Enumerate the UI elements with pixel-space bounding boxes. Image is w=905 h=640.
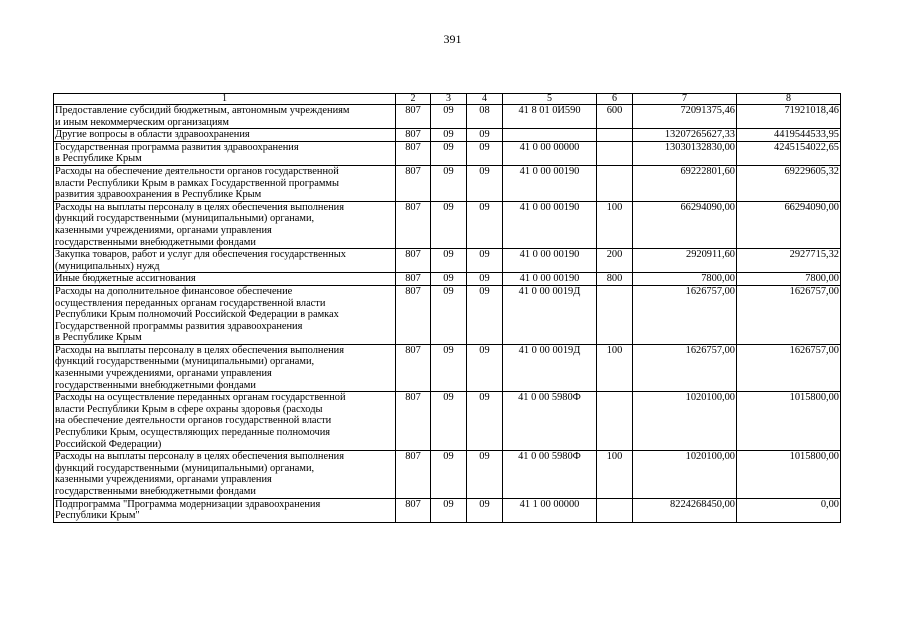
- row-subsection-cell: 09: [467, 273, 503, 286]
- row-expense-type-cell: 200: [597, 249, 633, 273]
- row-subsection-cell: 09: [467, 129, 503, 142]
- row-section-cell: 09: [431, 273, 467, 286]
- row-section-cell: 09: [431, 141, 467, 165]
- row-section-cell: 09: [431, 392, 467, 451]
- row-subsection-cell: 09: [467, 392, 503, 451]
- row-target-code-cell: 41 0 00 5980Ф: [503, 451, 597, 498]
- row-section-cell: 09: [431, 498, 467, 522]
- row-target-code-cell: 41 0 00 00190: [503, 165, 597, 201]
- table-row: [54, 344, 841, 391]
- row-target-code-cell: [503, 129, 597, 142]
- row-code-cell: 807: [396, 141, 431, 165]
- budget-table: [53, 93, 841, 523]
- row-amount-1-cell: 8224268450,00: [633, 498, 737, 522]
- row-name-cell: Предоставление субсидий бюджетным, автономным учреждениям и иным некоммерческим организациям: [54, 105, 396, 129]
- row-amount-1-cell: 13030132830,00: [633, 141, 737, 165]
- row-amount-1-cell: 66294090,00: [633, 201, 737, 248]
- row-amount-1-cell: 72091375,46: [633, 105, 737, 129]
- row-subsection-cell: 09: [467, 344, 503, 391]
- row-amount-2-cell: 4419544533,95: [737, 129, 841, 142]
- table-row: [54, 285, 841, 344]
- row-amount-2-cell: 1015800,00: [737, 451, 841, 498]
- row-target-code-cell: 41 0 00 0019Д: [503, 344, 597, 391]
- row-expense-type-cell: [597, 498, 633, 522]
- table-row: [54, 249, 841, 273]
- header-cell: 1: [54, 94, 396, 105]
- row-section-cell: 09: [431, 201, 467, 248]
- row-section-cell: 09: [431, 285, 467, 344]
- row-name-cell: Расходы на выплаты персоналу в целях обеспечения выполнения функций государственными (муниципальными) органами, казенными учреждениями, органами управления государственными внебюджетными фондами: [54, 344, 396, 391]
- row-amount-1-cell: 13207265627,33: [633, 129, 737, 142]
- row-code-cell: 807: [396, 392, 431, 451]
- row-target-code-cell: 41 8 01 0И590: [503, 105, 597, 129]
- row-expense-type-cell: 100: [597, 451, 633, 498]
- row-amount-1-cell: 7800,00: [633, 273, 737, 286]
- row-amount-2-cell: 66294090,00: [737, 201, 841, 248]
- row-expense-type-cell: 100: [597, 344, 633, 391]
- row-name-cell: Расходы на дополнительное финансовое обеспечение осуществления переданных органам государственной власти Республики Крым полномочий Российской Федерации в рамках Государственной программы развития здравоохранения в Республике Крым: [54, 285, 396, 344]
- row-expense-type-cell: 100: [597, 201, 633, 248]
- row-target-code-cell: 41 1 00 00000: [503, 498, 597, 522]
- row-name-cell: Расходы на выплаты персоналу в целях обеспечения выполнения функций государственными (муниципальными) органами, казенными учреждениями, органами управления государственными внебюджетными фондами: [54, 451, 396, 498]
- row-expense-type-cell: [597, 129, 633, 142]
- table-body: [54, 105, 841, 523]
- table-row: [54, 273, 841, 286]
- row-name-cell: Расходы на выплаты персоналу в целях обеспечения выполнения функций государственными (муниципальными) органами, казенными учреждениями, органами управления государственными внебюджетными фондами: [54, 201, 396, 248]
- row-amount-2-cell: 69229605,32: [737, 165, 841, 201]
- page-number: 391: [443, 32, 462, 46]
- row-amount-1-cell: 1626757,00: [633, 285, 737, 344]
- row-section-cell: 09: [431, 344, 467, 391]
- row-expense-type-cell: 600: [597, 105, 633, 129]
- row-code-cell: 807: [396, 129, 431, 142]
- table-row: [54, 105, 841, 129]
- row-amount-2-cell: 1015800,00: [737, 392, 841, 451]
- row-amount-1-cell: 1626757,00: [633, 344, 737, 391]
- row-expense-type-cell: [597, 285, 633, 344]
- row-code-cell: 807: [396, 165, 431, 201]
- table-row: [54, 141, 841, 165]
- row-code-cell: 807: [396, 249, 431, 273]
- row-subsection-cell: 09: [467, 201, 503, 248]
- row-section-cell: 09: [431, 129, 467, 142]
- header-cell: 5: [503, 94, 597, 105]
- header-cell: 6: [597, 94, 633, 105]
- header-cell: 2: [396, 94, 431, 105]
- row-section-cell: 09: [431, 165, 467, 201]
- row-amount-2-cell: 1626757,00: [737, 344, 841, 391]
- row-amount-1-cell: 1020100,00: [633, 392, 737, 451]
- row-code-cell: 807: [396, 451, 431, 498]
- row-target-code-cell: 41 0 00 00000: [503, 141, 597, 165]
- row-code-cell: 807: [396, 498, 431, 522]
- row-expense-type-cell: [597, 392, 633, 451]
- header-cell: 3: [431, 94, 467, 105]
- row-target-code-cell: 41 0 00 00190: [503, 249, 597, 273]
- row-amount-2-cell: 1626757,00: [737, 285, 841, 344]
- row-section-cell: 09: [431, 249, 467, 273]
- header-cell: 7: [633, 94, 737, 105]
- row-amount-1-cell: 1020100,00: [633, 451, 737, 498]
- row-amount-1-cell: 69222801,60: [633, 165, 737, 201]
- row-amount-2-cell: 0,00: [737, 498, 841, 522]
- table-row: [54, 165, 841, 201]
- row-subsection-cell: 09: [467, 141, 503, 165]
- row-subsection-cell: 09: [467, 165, 503, 201]
- row-code-cell: 807: [396, 344, 431, 391]
- header-cell: 4: [467, 94, 503, 105]
- row-name-cell: Расходы на осуществление переданных органам государственной власти Республики Крым в сфере охраны здоровья (расходы на обеспечение деятельности органов государственной власти Республики Крым, осуществляющих переданные полномочия Российской Федерации): [54, 392, 396, 451]
- table-row: [54, 201, 841, 248]
- row-expense-type-cell: 800: [597, 273, 633, 286]
- row-subsection-cell: 09: [467, 498, 503, 522]
- row-code-cell: 807: [396, 273, 431, 286]
- table-header-row: [54, 94, 841, 105]
- table-row: [54, 129, 841, 142]
- row-amount-2-cell: 4245154022,65: [737, 141, 841, 165]
- row-amount-2-cell: 71921018,46: [737, 105, 841, 129]
- table-row: [54, 451, 841, 498]
- row-expense-type-cell: [597, 165, 633, 201]
- row-target-code-cell: 41 0 00 0019Д: [503, 285, 597, 344]
- row-subsection-cell: 08: [467, 105, 503, 129]
- table-row: [54, 498, 841, 522]
- row-section-cell: 09: [431, 451, 467, 498]
- header-cell: 8: [737, 94, 841, 105]
- row-subsection-cell: 09: [467, 451, 503, 498]
- row-target-code-cell: 41 0 00 00190: [503, 273, 597, 286]
- row-expense-type-cell: [597, 141, 633, 165]
- row-code-cell: 807: [396, 285, 431, 344]
- row-name-cell: Иные бюджетные ассигнования: [54, 273, 396, 286]
- row-name-cell: Закупка товаров, работ и услуг для обеспечения государственных (муниципальных) нужд: [54, 249, 396, 273]
- row-subsection-cell: 09: [467, 285, 503, 344]
- row-code-cell: 807: [396, 201, 431, 248]
- table-row: [54, 392, 841, 451]
- row-amount-1-cell: 2920911,60: [633, 249, 737, 273]
- row-name-cell: Другие вопросы в области здравоохранения: [54, 129, 396, 142]
- row-name-cell: Подпрограмма "Программа модернизации здравоохранения Республики Крым": [54, 498, 396, 522]
- row-amount-2-cell: 7800,00: [737, 273, 841, 286]
- row-target-code-cell: 41 0 00 00190: [503, 201, 597, 248]
- row-amount-2-cell: 2927715,32: [737, 249, 841, 273]
- row-target-code-cell: 41 0 00 5980Ф: [503, 392, 597, 451]
- row-subsection-cell: 09: [467, 249, 503, 273]
- row-section-cell: 09: [431, 105, 467, 129]
- row-name-cell: Государственная программа развития здравоохранения в Республике Крым: [54, 141, 396, 165]
- row-code-cell: 807: [396, 105, 431, 129]
- row-name-cell: Расходы на обеспечение деятельности органов государственной власти Республики Крым в рамках Государственной программы развития здравоохранения в Республике Крым: [54, 165, 396, 201]
